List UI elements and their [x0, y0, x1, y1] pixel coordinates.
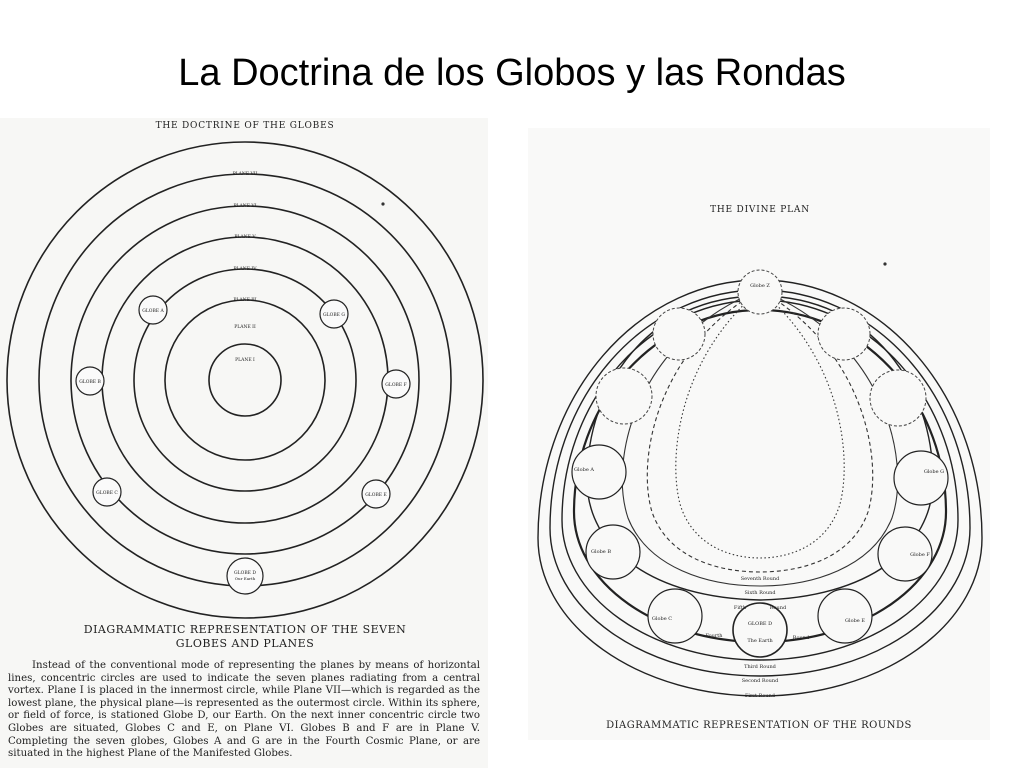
globes-caption-line-2: GLOBES AND PLANES [175, 637, 315, 650]
seventh-round-label: Seventh Round [740, 576, 780, 582]
plane-iii-label: PLANE III [233, 298, 257, 303]
ink-speck [381, 202, 384, 205]
plane-ring-iii [165, 300, 325, 460]
globe-b-label-right: Globe B [590, 549, 612, 555]
slide-title: La Doctrina de los Globos y las Rondas [178, 52, 846, 94]
sixth-round-label: Sixth Round [744, 590, 776, 596]
globe-f-label-right: Globe F [910, 552, 930, 558]
plane-ring-v [102, 237, 388, 523]
globes-description: Instead of the conventional mode of representing the planes by means of horizontal lines, concentric circles are used to indicate the seven planes radiating from a central vortex. Plane I is placed in the innermost circle, while Plane VII—which is regarded as the lowest plane, the physical plane—is represented as the outermost circle. Within its sphere, or field of force, is stationed Globe D, our Earth. On the next inner concentric circle two Globes are situated, Globes C and E, on Plane VI. Globes B and F are in Plane V. Completing the seven globes, Globes A and G are in the Fourth Cosmic Plane, or are situated in the highest Plane of the Manifested Globes. [8, 660, 480, 760]
globe-c-label: GLOBE C [96, 491, 118, 496]
globes-diagram-panel [0, 118, 488, 768]
globe-a-label: GLOBE A [142, 309, 164, 314]
ink-speck-right [883, 262, 886, 265]
globes-heading: THE DOCTRINE OF THE GLOBES [155, 121, 335, 131]
dotted-globe-upper-left [653, 308, 705, 360]
globes-caption-line-1: DIAGRAMMATIC REPRESENTATION OF THE SEVEN [83, 623, 407, 636]
globe-f-label: GLOBE F [385, 383, 407, 388]
fourth-round-label: Fourth [705, 633, 723, 639]
fourth-round-label-round: Round [792, 635, 810, 641]
plane-i-label: PLANE I [235, 358, 255, 363]
globe-b-label: GLOBE B [79, 380, 101, 385]
rounds-heading: THE DIVINE PLAN [710, 205, 810, 215]
plane-ring-i [209, 344, 281, 416]
plane-ii-label: PLANE II [234, 325, 256, 330]
dotted-globe-upper-right [818, 308, 870, 360]
fifth-round-label: Fifth [733, 605, 747, 611]
globe-g-label-right: Globe G [923, 469, 945, 475]
globes-caption [20, 623, 470, 651]
globe-z-circle [738, 270, 782, 314]
plane-vi-label: PLANE VI [233, 204, 257, 209]
plane-vii-label: PLANE VII [232, 172, 258, 177]
globe-e-label: GLOBE E [365, 493, 387, 498]
globe-a-label-right: Globe A [574, 467, 594, 473]
rounds-caption: DIAGRAMMATIC REPRESENTATION OF THE ROUNDS [606, 720, 912, 731]
globe-g-circle-right [894, 451, 948, 505]
rounds-diagram [528, 128, 990, 740]
globe-d-sublabel-right: The Earth [747, 638, 773, 644]
dotted-globe-mid-left [596, 368, 652, 424]
globe-e-label-right: Globe E [844, 618, 866, 624]
second-round-label: Second Round [741, 678, 779, 684]
plane-iv-label: PLANE IV [233, 267, 257, 272]
globe-d-sublabel: Our Earth [234, 576, 256, 581]
globe-e-circle-right [818, 589, 872, 643]
third-round-label: Third Round [744, 664, 776, 670]
fifth-round-label-round: Round [769, 605, 787, 611]
first-round-label: First Round [744, 693, 776, 699]
globe-z-label: Globe Z [750, 283, 770, 289]
globe-d-label: GLOBE D [234, 571, 256, 576]
globe-d-label-right: GLOBE D [747, 621, 773, 627]
plane-v-label: PLANE V [234, 235, 256, 240]
globe-d-circle-right [733, 603, 787, 657]
globe-g-label: GLOBE G [323, 313, 345, 318]
dotted-globe-mid-right [870, 370, 926, 426]
globe-c-label-right: Globe C [651, 616, 673, 622]
rounds-diagram-panel [528, 128, 990, 740]
